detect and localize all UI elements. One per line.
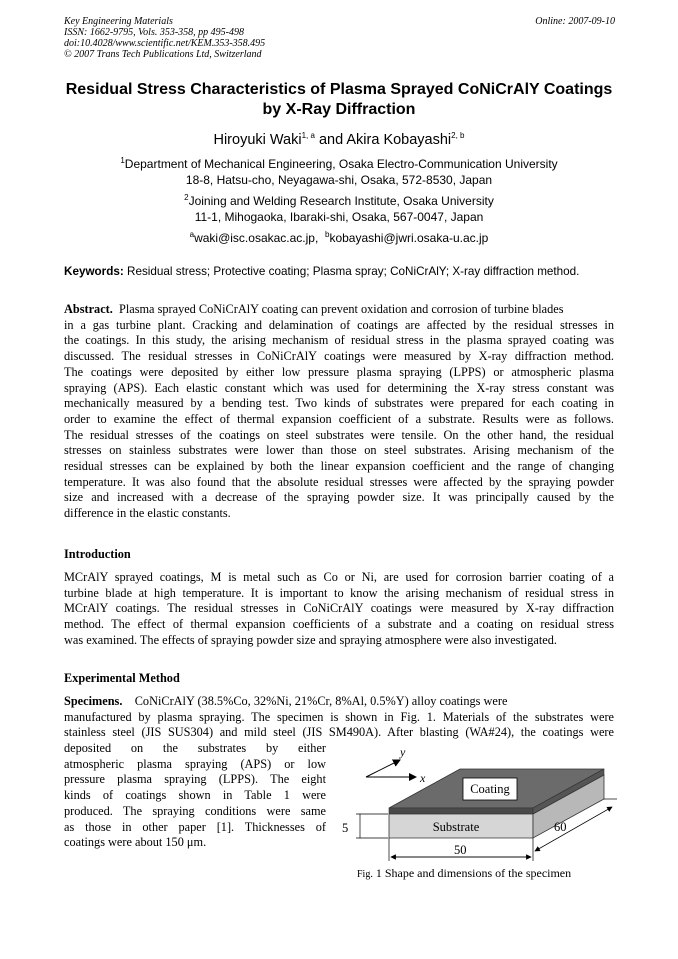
- abstract-line: difference in the elastic constants.: [64, 506, 231, 521]
- specimens-line: manufactured by plasma spraying. The specimen is shown in Fig. 1. Materials of the substrates were: [64, 709, 614, 724]
- specimens-narrow-line: as those in other paper [1]. Thicknesses of: [64, 819, 326, 834]
- author-2: Akira Kobayashi: [346, 132, 452, 148]
- width-dimension: 50: [454, 843, 467, 857]
- section-heading-experimental: Experimental Method: [64, 671, 180, 685]
- email-b: kobayashi@jwri.osaka-u.ac.jp: [329, 231, 489, 245]
- aff1-line-2: 18-8, Hatsu-cho, Neyagawa-shi, Osaka, 572-8530, Japan: [185, 173, 493, 187]
- y-axis-arrow: [366, 760, 400, 777]
- abstract-line: The coatings were deposited by either low pressure plasma spraying (LPPS) or atmospheric plasma: [64, 364, 614, 379]
- figure-caption: [357, 866, 571, 881]
- thickness-dimension: 5: [342, 821, 349, 835]
- keywords-text: Residual stress; Protective coating; Plasma spray; CoNiCrAlY; X-ray diffraction method.: [123, 265, 580, 278]
- substrate-label: Substrate: [432, 820, 480, 834]
- email-a: waki@isc.osakac.ac.jp,: [194, 231, 319, 245]
- section-heading-introduction: Introduction: [64, 547, 131, 561]
- specimens-narrow-line: atmospheric plasma spraying (APS) or low: [64, 756, 326, 771]
- abstract-line: residual stresses can be explained by both the linear expansion coefficient and the range of changing: [64, 459, 614, 474]
- specimens-narrow-line: coatings were about 150 μm.: [64, 835, 207, 850]
- abstract-line: Plasma sprayed CoNiCrAlY coating can prevent oxidation and corrosion of turbine blades: [112, 302, 564, 316]
- introduction-body: [64, 570, 614, 649]
- figure-caption-prefix: Fig.: [357, 869, 373, 880]
- author-1-sup: 1, a: [301, 131, 315, 141]
- abstract-line: in a gas turbine plant. Cracking and delamination of coatings are affected by the residual stresses in: [64, 317, 614, 332]
- author-list: [40, 132, 638, 148]
- affiliation-2: [40, 193, 638, 225]
- author-1: Hiroyuki Waki: [213, 132, 302, 148]
- intro-line: MCrAlY sprayed coatings, M is metal such as Co or Ni, are used for corrosion barrier coating of a: [64, 570, 614, 584]
- abstract-line: order to examine the effect of thermal expansion coefficient of a substrate. Results were as follows.: [64, 411, 614, 426]
- intro-line: turbine blade at high temperature. It is important to know the arising mechanism of residual stress in: [64, 585, 614, 600]
- specimens-narrow-line: deposited on the substrates by either: [64, 741, 326, 755]
- specimens-body-narrow: [64, 741, 326, 851]
- abstract: [64, 302, 614, 522]
- abstract-line: discussed. The residual stresses in CoNiCrAlY coatings were measured by X-ray diffraction method.: [64, 349, 614, 364]
- issn-line: ISSN: 1662-9795, Vols. 353-358, pp 495-498: [64, 27, 244, 38]
- keywords-label: Keywords:: [64, 265, 124, 278]
- y-axis-label: y: [400, 745, 406, 759]
- author-and: and: [314, 132, 347, 148]
- length-dimension: 60: [554, 820, 567, 834]
- specimens-line: CoNiCrAlY (38.5%Co, 32%Ni, 21%Cr, 8%Al, 0.5%Y) alloy coatings were: [122, 694, 508, 708]
- specimens-narrow-line: pressure plasma spraying (LPPS). The eight: [64, 772, 326, 787]
- coating-label: Coating: [470, 782, 510, 796]
- intro-line: was examined. The effects of spraying powder size and spraying atmosphere were also investigated.: [64, 632, 557, 647]
- aff2-line-2: 11-1, Mihogaoka, Ibaraki-shi, Osaka, 567-0047, Japan: [194, 210, 484, 224]
- coating-front-edge: [389, 808, 533, 814]
- aff2-line-1: Joining and Welding Research Institute, Osaka University: [188, 194, 494, 208]
- specimens-label: Specimens.: [64, 694, 123, 708]
- abstract-line: temperature. It was also found that the absolute residual stresses were affected by the spraying powder: [64, 474, 614, 489]
- abstract-line: mechanically measured by a bending test. Two kinds of substrates were prepared for each coating in: [64, 396, 614, 411]
- journal-header: [64, 16, 265, 60]
- paper-title: [40, 80, 638, 120]
- abstract-line: the coatings. In this study, the arising mechanism of residual stress in the plasma sprayed coating was: [64, 333, 614, 348]
- abstract-line: size and increased with a decrease of the spraying powder size. It was principally caused by the: [64, 490, 614, 505]
- intro-line: MCrAlY coatings. The residual stresses in CoNiCrAlY coatings were measured by X-ray diffraction: [64, 601, 614, 616]
- aff1-sup: 1: [120, 156, 125, 165]
- aff1-line-1: Department of Mechanical Engineering, Osaka Electro-Communication University: [124, 157, 558, 171]
- x-axis-label: x: [420, 771, 426, 785]
- doi-line: doi:10.4028/www.scientific.net/KEM.353-358.495: [64, 38, 266, 49]
- journal-name: Key Engineering Materials: [64, 16, 173, 27]
- abstract-line: spraying (APS). Each elastic constant which was used for determining the X-ray stress constant was: [64, 380, 614, 395]
- figure-caption-text: 1 Shape and dimensions of the specimen: [372, 866, 572, 880]
- specimens-body: [64, 694, 614, 741]
- abstract-line: stresses on stainless substrates were lower than those on steel substrates. Arising mechanism of the: [64, 443, 614, 458]
- email-b-sup: b: [324, 230, 330, 239]
- title-line-1: Residual Stress Characteristics of Plasma Sprayed CoNiCrAlY Coatings: [65, 81, 613, 98]
- specimens-narrow-line: kinds of coatings shown in Table 1 were: [64, 788, 326, 803]
- title-line-2: by X-Ray Diffraction: [262, 101, 416, 118]
- keywords: [64, 265, 579, 278]
- specimens-line: stainless steel (JIS SUS304) and mild steel (JIS SM490A). After blasting (WA#24), the coatings were: [64, 725, 614, 740]
- online-date: Online: 2007-09-10: [535, 16, 615, 27]
- aff2-sup: 2: [184, 193, 189, 202]
- abstract-label: Abstract.: [64, 302, 113, 316]
- email-a-sup: a: [189, 230, 195, 239]
- specimens-narrow-line: produced. The spraying conditions were same: [64, 803, 326, 818]
- email-line: [40, 230, 638, 246]
- author-2-sup: 2, b: [451, 131, 465, 141]
- abstract-line: The residual stresses of the coatings on steel substrates were tensile. On the other hand, the residual: [64, 427, 614, 442]
- intro-line: method. The effect of thermal expansion coefficients of a substrate and a coating on residual stress: [64, 617, 614, 632]
- affiliation-1: [40, 156, 638, 188]
- copyright-line: © 2007 Trans Tech Publications Ltd, Switzerland: [64, 49, 262, 60]
